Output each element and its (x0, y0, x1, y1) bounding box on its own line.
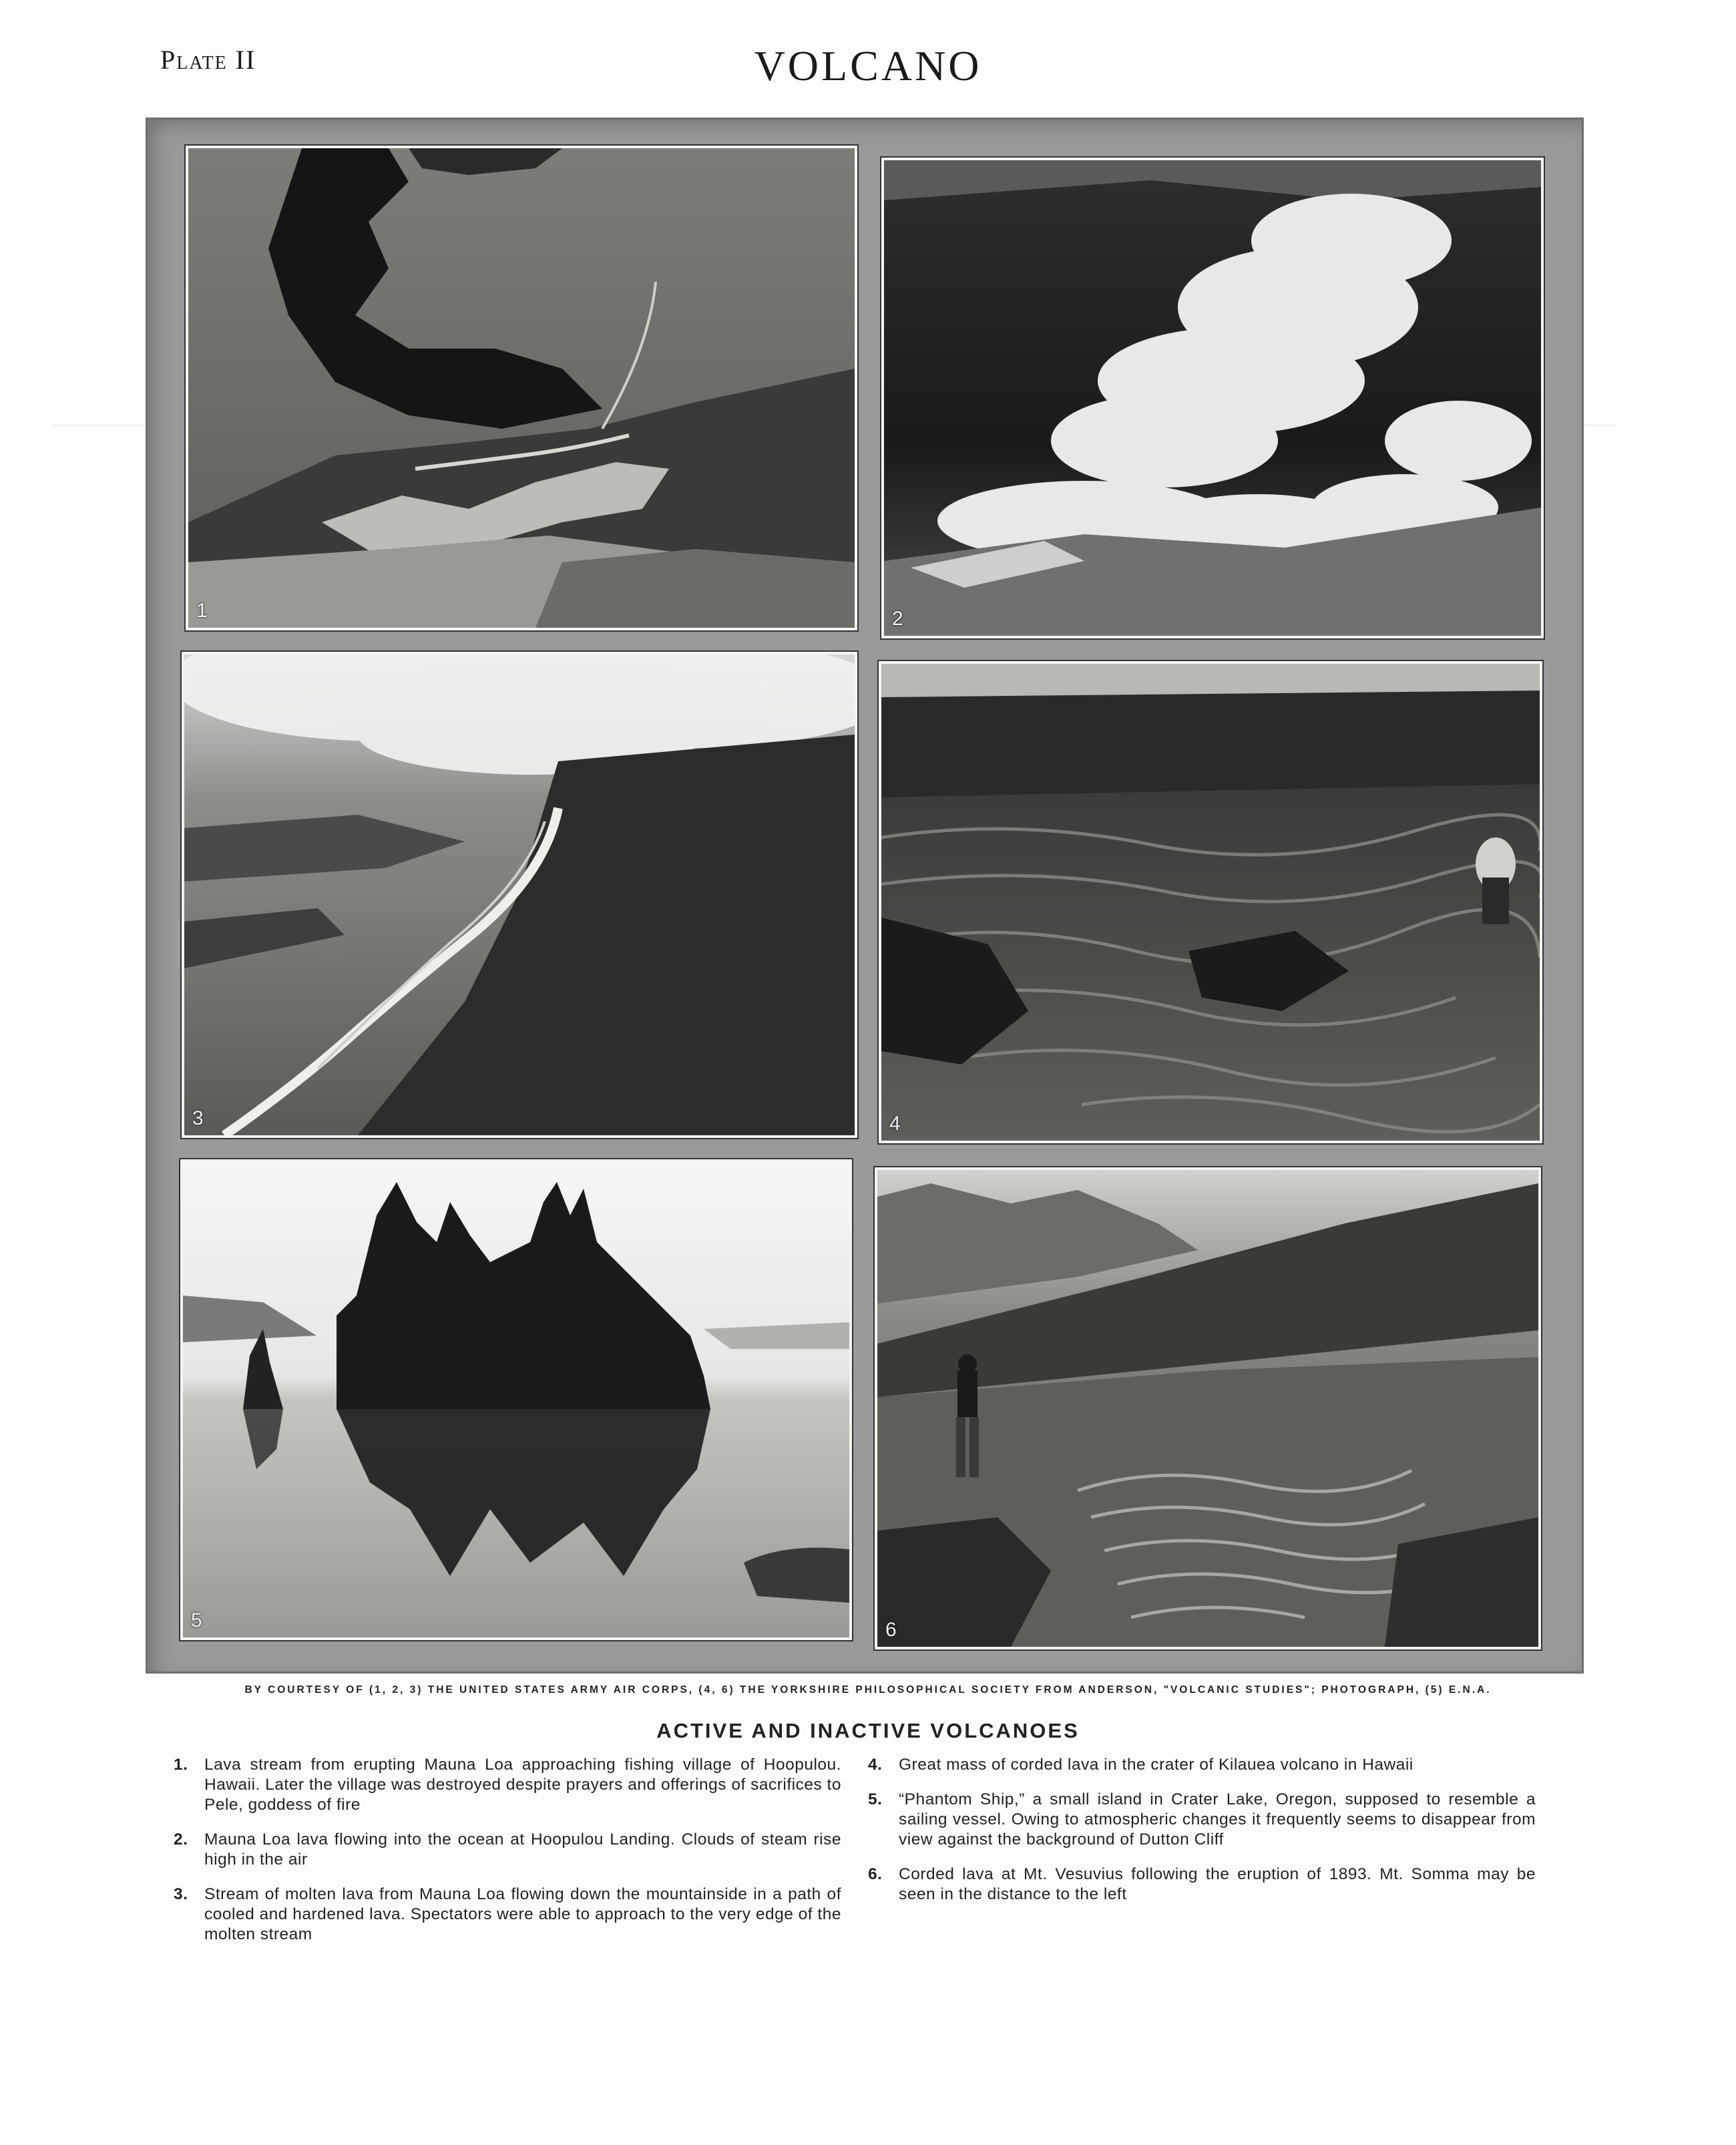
captions-left-column (174, 1755, 841, 1959)
photo-credit: BY COURTESY OF (1, 2, 3) THE UNITED STATES ARMY AIR CORPS, (4, 6) THE YORKSHIRE PHILOSOPHICAL SOCIETY FROM ANDERSON, "VOLCANIC STUDIES"; PHOTOGRAPH, (5) E.N.A. (244, 1684, 1492, 1696)
aerial-lava-village-photo (188, 148, 855, 628)
photo-number: 1 (196, 600, 208, 622)
photo-4 (879, 661, 1542, 1143)
photo-5 (180, 1159, 852, 1640)
page-title: VOLCANO (754, 42, 982, 89)
caption-text: Corded lava at Mt. Vesuvius following the eruption of 1893. Mt. Somma may be seen in the distance to the left (899, 1865, 1536, 1903)
caption-number: 2. (174, 1830, 188, 1848)
photo-2 (881, 158, 1544, 638)
caption-text: Lava stream from erupting Mauna Loa approaching fishing village of Hoopulou. Hawaii. Later the village was destroyed despite prayers and offerings of sacrifices to Pele, goddess of fire (204, 1756, 841, 1814)
caption-item (868, 1755, 1536, 1775)
caption-number: 1. (174, 1756, 188, 1774)
lava-river-aerial-photo (184, 654, 855, 1135)
caption-text: Stream of molten lava from Mauna Loa flowing down the mountainside in a path of cooled and hardened lava. Spectators were able to approach to the very edge of the molten stream (204, 1885, 841, 1943)
caption-item (868, 1790, 1536, 1850)
plate-label: Plate II (160, 45, 256, 75)
vesuvius-corded-lava-photo (877, 1170, 1538, 1647)
caption-item (174, 1755, 841, 1815)
caption-text: “Phantom Ship,” a small island in Crater Lake, Oregon, supposed to resemble a sailing vessel. Owing to atmospheric changes it frequently seems to disappear from view against the background of Dutton Cliff (899, 1790, 1536, 1848)
caption-number: 4. (868, 1756, 883, 1774)
caption-text: Mauna Loa lava flowing into the ocean at Hoopulou Landing. Clouds of steam rise high in the air (204, 1830, 841, 1869)
photo-number: 3 (192, 1107, 204, 1129)
photo-number: 2 (892, 608, 903, 630)
caption-item (174, 1885, 841, 1945)
caption-number: 3. (174, 1885, 188, 1903)
photo-number: 5 (191, 1609, 202, 1631)
photo-3 (182, 652, 857, 1138)
captions-right-column (868, 1755, 1536, 1919)
photo-number: 6 (885, 1619, 897, 1641)
lava-steam-cloud-photo (884, 160, 1541, 636)
caption-text: Great mass of corded lava in the crater of Kilauea volcano in Hawaii (899, 1756, 1414, 1774)
caption-item (868, 1865, 1536, 1905)
photo-6 (875, 1167, 1541, 1649)
phantom-ship-island-photo (183, 1162, 849, 1637)
photo-number: 4 (889, 1113, 901, 1135)
caption-number: 5. (868, 1790, 883, 1808)
photo-1 (186, 146, 857, 630)
corded-lava-crater-photo (881, 664, 1540, 1141)
captions-heading: ACTIVE AND INACTIVE VOLCANOES (656, 1719, 1080, 1742)
caption-item (174, 1830, 841, 1870)
caption-number: 6. (868, 1865, 883, 1883)
